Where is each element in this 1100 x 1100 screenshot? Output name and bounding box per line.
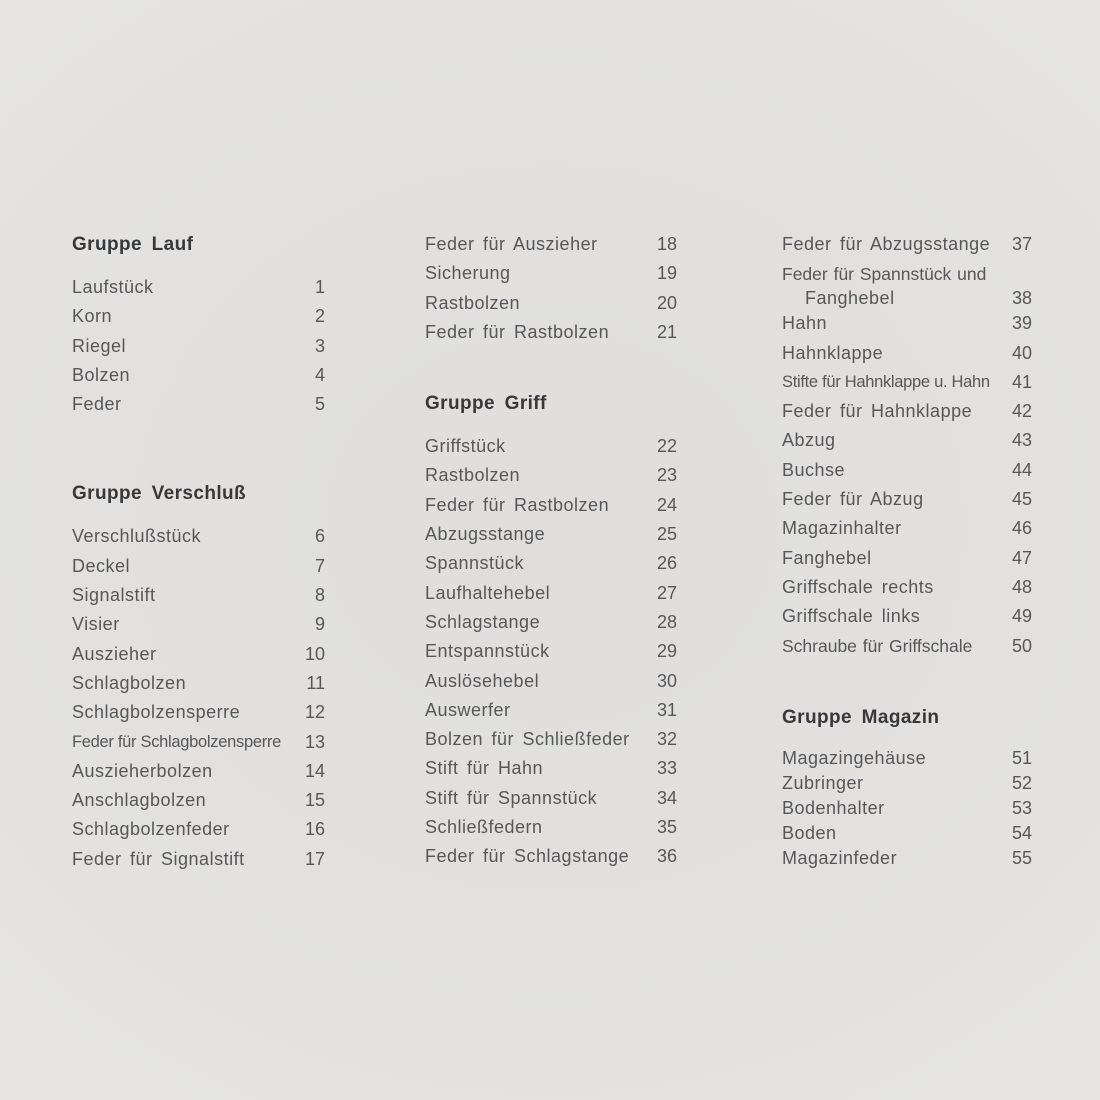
part-name-line: Griffschale rechts xyxy=(782,576,934,597)
parts-list-row xyxy=(425,813,677,842)
part-number: 39 xyxy=(1011,313,1032,334)
part-name-line: Bolzen xyxy=(72,364,131,385)
parts-list-row xyxy=(72,728,325,757)
part-number: 5 xyxy=(314,394,325,415)
part-name-line: Griffschale links xyxy=(782,606,921,627)
part-name xyxy=(425,784,653,813)
part-name-line: Feder für Spannstück und xyxy=(782,264,987,285)
parts-list-row xyxy=(782,573,1032,602)
part-name-line: Feder für Hahnklappe xyxy=(782,401,973,422)
parts-list-row xyxy=(425,842,677,871)
part-number: 44 xyxy=(1011,459,1032,480)
part-number: 11 xyxy=(306,672,325,693)
part-name-line: Buchse xyxy=(782,459,846,480)
part-name-line: Feder für Rastbolzen xyxy=(425,494,610,515)
part-number: 30 xyxy=(656,670,677,691)
parts-list-row xyxy=(782,397,1032,426)
part-name-line: Auswerfer xyxy=(425,699,511,720)
part-number: 42 xyxy=(1011,401,1032,422)
part-name-line: Anschlagbolzen xyxy=(72,790,207,811)
part-number: 12 xyxy=(304,702,325,723)
part-number: 21 xyxy=(656,321,677,342)
parts-list-row xyxy=(425,259,677,288)
part-name xyxy=(425,289,653,318)
parts-list-row xyxy=(782,796,1032,821)
part-number: 24 xyxy=(656,494,677,515)
part-name xyxy=(72,581,301,610)
group-heading: Gruppe Magazin xyxy=(782,706,940,728)
part-name xyxy=(425,579,653,608)
part-name-line: Magazingehäuse xyxy=(782,747,927,768)
parts-list-row xyxy=(72,757,325,786)
part-name-line: Boden xyxy=(782,822,837,843)
part-name-line: Stift für Hahn xyxy=(425,758,544,779)
part-name xyxy=(72,786,301,815)
part-name-line: Feder für Signalstift xyxy=(72,848,245,869)
part-name-line: Feder für Schlagstange xyxy=(425,846,630,867)
part-name xyxy=(425,520,653,549)
part-name-line: Bodenhalter xyxy=(782,797,885,818)
parts-list-row xyxy=(72,669,325,698)
parts-list-row xyxy=(425,784,677,813)
parts-list-row xyxy=(72,786,325,815)
part-name-line: Feder für Schlagbolzensperre xyxy=(72,732,281,751)
part-number: 3 xyxy=(314,335,325,356)
part-name xyxy=(782,260,1008,309)
part-name-line: Schlagstange xyxy=(425,611,541,632)
part-name-line: Hahnklappe xyxy=(782,342,884,363)
part-number: 31 xyxy=(656,699,677,720)
parts-list-row xyxy=(425,579,677,608)
part-name-line: Stift für Spannstück xyxy=(425,787,598,808)
part-name xyxy=(425,549,653,578)
parts-list-row xyxy=(782,309,1032,338)
part-name xyxy=(782,426,1008,455)
part-name-line: Schlagbolzen xyxy=(72,672,187,693)
parts-list-row xyxy=(782,514,1032,543)
parts-column xyxy=(425,230,677,872)
parts-group xyxy=(425,230,677,347)
part-name xyxy=(782,771,1008,796)
part-number: 2 xyxy=(314,306,325,327)
group-heading: Gruppe Lauf xyxy=(72,234,194,255)
part-name xyxy=(72,332,301,361)
part-name-line: Riegel xyxy=(72,335,127,356)
part-number: 36 xyxy=(656,846,677,867)
part-name xyxy=(425,637,653,666)
parts-group xyxy=(72,479,325,874)
part-number: 41 xyxy=(1011,371,1032,392)
part-name xyxy=(72,640,301,669)
part-number: 23 xyxy=(656,465,677,486)
parts-list-row xyxy=(425,549,677,578)
part-number: 32 xyxy=(656,729,677,750)
part-number: 20 xyxy=(656,292,677,313)
part-number: 9 xyxy=(314,614,325,635)
parts-list-row xyxy=(72,640,325,669)
parts-list-row xyxy=(72,581,325,610)
part-name-line: Feder für Auszieher xyxy=(425,234,598,254)
part-name-line: Stifte für Hahnklappe u. Hahn xyxy=(782,372,990,391)
part-number: 25 xyxy=(656,524,677,545)
part-name xyxy=(425,259,653,288)
parts-column xyxy=(72,230,325,874)
parts-list-row xyxy=(72,361,325,390)
part-name-line: Schraube für Griffschale xyxy=(782,635,973,656)
parts-list-row xyxy=(782,230,1032,259)
parts-list-row xyxy=(72,698,325,727)
part-number: 46 xyxy=(1011,518,1032,539)
parts-list-row xyxy=(72,845,325,874)
parts-list-row xyxy=(782,821,1032,846)
part-number: 38 xyxy=(1011,288,1032,309)
part-number: 34 xyxy=(656,787,677,808)
part-number: 18 xyxy=(656,234,677,254)
part-number: 6 xyxy=(314,526,325,547)
part-number: 15 xyxy=(304,790,325,811)
part-name xyxy=(72,302,301,331)
part-name-line: Feder für Rastbolzen xyxy=(425,321,610,342)
part-name-line: Rastbolzen xyxy=(425,292,521,313)
part-name-line: Schlagbolzenfeder xyxy=(72,819,230,840)
parts-list-row xyxy=(782,368,1032,397)
part-number: 26 xyxy=(656,553,677,574)
part-name xyxy=(425,667,653,696)
part-name xyxy=(782,485,1008,514)
part-name-line: Griffstück xyxy=(425,436,506,457)
part-name xyxy=(782,397,1008,426)
part-name xyxy=(425,608,653,637)
part-name-line: Bolzen für Schließfeder xyxy=(425,729,630,750)
part-name xyxy=(72,610,301,639)
parts-list-row xyxy=(72,332,325,361)
part-name-line: Schlagbolzensperre xyxy=(72,702,241,723)
parts-list-row xyxy=(782,339,1032,368)
part-name-line: Spannstück xyxy=(425,553,525,574)
part-name xyxy=(782,573,1008,602)
parts-list-row xyxy=(425,608,677,637)
part-name-line: Abzugsstange xyxy=(425,524,546,545)
part-name-line: Rastbolzen xyxy=(425,465,521,486)
parts-list-row xyxy=(72,273,325,302)
parts-list-row xyxy=(782,632,1032,661)
part-name-line: Schließfedern xyxy=(425,817,543,838)
part-name-line: Auszieher xyxy=(72,643,157,664)
group-heading: Gruppe Verschluß xyxy=(72,483,247,505)
part-name-line: Magazinhalter xyxy=(782,518,902,539)
part-name xyxy=(425,230,653,259)
part-number: 45 xyxy=(1011,489,1032,510)
part-name-line: Laufhaltehebel xyxy=(425,582,551,603)
part-number: 47 xyxy=(1011,547,1032,568)
part-name xyxy=(782,544,1008,573)
part-name-line: Auslösehebel xyxy=(425,670,540,691)
part-name-line: Magazinfeder xyxy=(782,847,898,868)
parts-list-row xyxy=(425,520,677,549)
part-number: 33 xyxy=(656,758,677,779)
parts-list-row xyxy=(72,610,325,639)
part-number: 19 xyxy=(656,263,677,284)
part-number: 10 xyxy=(304,643,325,664)
parts-list-row xyxy=(72,815,325,844)
part-name-line: Entspannstück xyxy=(425,641,550,662)
part-number: 37 xyxy=(1011,234,1032,254)
part-name-line: Signalstift xyxy=(72,585,156,606)
part-number: 28 xyxy=(656,611,677,632)
part-number: 16 xyxy=(304,819,325,840)
part-name xyxy=(72,815,301,844)
part-name xyxy=(72,845,301,874)
part-name-line: Korn xyxy=(72,306,113,327)
parts-list-row xyxy=(782,426,1032,455)
part-name xyxy=(72,669,301,698)
part-name xyxy=(72,552,301,581)
parts-list-row xyxy=(782,746,1032,771)
part-name xyxy=(425,491,653,520)
part-name xyxy=(425,725,653,754)
part-name xyxy=(782,746,1008,771)
parts-list-row xyxy=(425,461,677,490)
parts-column xyxy=(782,230,1032,871)
parts-list-row xyxy=(425,637,677,666)
part-number: 53 xyxy=(1011,797,1032,818)
parts-list-row xyxy=(425,491,677,520)
part-number: 43 xyxy=(1011,430,1032,451)
part-name xyxy=(782,368,1008,397)
parts-list-row xyxy=(782,259,1032,309)
part-name xyxy=(72,757,301,786)
part-number: 35 xyxy=(656,817,677,838)
part-number: 17 xyxy=(304,848,325,869)
parts-group xyxy=(782,230,1032,661)
part-name xyxy=(782,339,1008,368)
part-name xyxy=(72,361,301,390)
parts-list-row xyxy=(425,318,677,347)
parts-list-row xyxy=(425,289,677,318)
parts-group xyxy=(72,230,325,419)
parts-list-row xyxy=(782,544,1032,573)
part-number: 40 xyxy=(1011,342,1032,363)
part-name xyxy=(72,273,301,302)
part-name xyxy=(72,698,301,727)
part-name xyxy=(425,754,653,783)
part-name xyxy=(425,318,653,347)
part-name-line: Feder für Abzugsstange xyxy=(782,234,991,254)
parts-list-row xyxy=(782,846,1032,871)
part-number: 14 xyxy=(304,760,325,781)
part-name xyxy=(72,728,301,757)
parts-list-row xyxy=(425,696,677,725)
part-number: 55 xyxy=(1011,847,1032,868)
parts-list-row xyxy=(782,602,1032,631)
part-name xyxy=(782,632,1008,661)
parts-list-row xyxy=(425,432,677,461)
part-name xyxy=(782,821,1008,846)
part-number: 1 xyxy=(314,277,325,297)
part-name xyxy=(425,696,653,725)
part-name xyxy=(72,522,301,551)
parts-group xyxy=(425,389,677,871)
parts-list-row xyxy=(425,230,677,259)
part-number: 22 xyxy=(656,436,677,457)
parts-list-row xyxy=(782,485,1032,514)
parts-list-row xyxy=(425,725,677,754)
part-name-line: Visier xyxy=(72,614,120,635)
part-name-line: Abzug xyxy=(782,430,836,451)
part-name xyxy=(425,432,653,461)
part-name xyxy=(782,796,1008,821)
part-name-line: Fanghebel xyxy=(782,547,872,568)
part-number: 4 xyxy=(314,364,325,385)
part-name xyxy=(782,456,1008,485)
part-name-line: Verschlußstück xyxy=(72,526,202,547)
group-heading: Gruppe Griff xyxy=(425,393,547,415)
parts-list-row xyxy=(782,771,1032,796)
part-number: 13 xyxy=(304,731,325,752)
part-name-line: Feder für Abzug xyxy=(782,489,924,510)
part-name xyxy=(782,846,1008,871)
part-name xyxy=(72,390,301,419)
part-name xyxy=(425,461,653,490)
part-name-line: Hahn xyxy=(782,313,828,334)
part-number: 51 xyxy=(1011,747,1032,768)
part-name xyxy=(425,813,653,842)
part-number: 52 xyxy=(1011,772,1032,793)
part-number: 27 xyxy=(656,582,677,603)
part-name-line: Laufstück xyxy=(72,277,154,297)
part-name xyxy=(782,230,1008,259)
part-name xyxy=(782,309,1008,338)
part-number: 50 xyxy=(1011,635,1032,656)
part-name-line: Auszieherbolzen xyxy=(72,760,213,781)
part-name-line: Deckel xyxy=(72,555,131,576)
part-name xyxy=(782,514,1008,543)
part-number: 29 xyxy=(656,641,677,662)
parts-list-row xyxy=(425,667,677,696)
parts-list-row xyxy=(72,522,325,551)
parts-list-row xyxy=(72,552,325,581)
part-name-line: Zubringer xyxy=(782,772,864,793)
parts-list-row xyxy=(72,302,325,331)
parts-list-row xyxy=(782,456,1032,485)
part-number: 8 xyxy=(314,585,325,606)
part-name-line: Feder xyxy=(72,394,122,415)
part-name xyxy=(425,842,653,871)
part-name-line: Fanghebel xyxy=(805,288,895,309)
parts-list-row xyxy=(72,390,325,419)
part-name xyxy=(782,602,1008,631)
part-name-line: Sicherung xyxy=(425,263,511,284)
part-number: 49 xyxy=(1011,606,1032,627)
part-number: 7 xyxy=(314,555,325,576)
part-number: 54 xyxy=(1011,822,1032,843)
part-number: 48 xyxy=(1011,576,1032,597)
parts-list-row xyxy=(425,754,677,783)
parts-group xyxy=(782,703,1032,871)
